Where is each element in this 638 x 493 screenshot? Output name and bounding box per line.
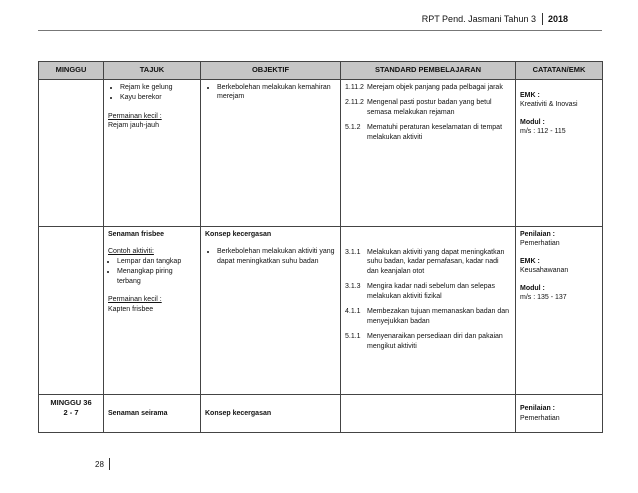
standard-cell bbox=[341, 80, 516, 227]
emk-label: EMK : bbox=[520, 257, 540, 265]
list-item: • Rejam ke gelung bbox=[120, 83, 196, 92]
minggu-cell bbox=[39, 227, 104, 395]
tajuk-cell bbox=[104, 80, 201, 227]
catatan-cell bbox=[516, 395, 603, 433]
standard-number: 3.1.3 bbox=[345, 283, 361, 291]
standard-number: 1.11.2 bbox=[345, 84, 364, 91]
tajuk-title: Senaman frisbee bbox=[108, 231, 165, 238]
page-footer bbox=[95, 458, 110, 470]
modul-value: m/s : 112 - 115 bbox=[520, 128, 566, 136]
tajuk-cell bbox=[104, 227, 201, 395]
list-item: • Berkebolehan melakukan kemahiran merejam bbox=[217, 83, 336, 102]
tajuk-cell bbox=[104, 395, 201, 433]
page-number: 28 bbox=[95, 459, 104, 469]
modul-label: Modul : bbox=[520, 118, 545, 126]
column-header-catatan: CATATAN/EMK bbox=[516, 62, 603, 80]
standard-cell bbox=[341, 395, 516, 433]
standard-text: Membezakan tujuan memanaskan badan dan menyejukkan badan bbox=[367, 308, 510, 325]
week-dates: 2 - 7 bbox=[63, 408, 79, 418]
standard-text: Menyenaraikan persediaan diri dan pakaian mengikut aktiviti bbox=[367, 333, 503, 350]
game-text: Rejam jauh-jauh bbox=[108, 122, 159, 130]
standard-text: Mengira kadar nadi sebelum dan selepas melakukan aktiviti fizikal bbox=[367, 283, 496, 300]
objektif-cell bbox=[201, 395, 341, 433]
standard-number: 5.1.1 bbox=[345, 333, 361, 341]
column-header-tajuk: TAJUK bbox=[104, 62, 201, 80]
tajuk-list bbox=[108, 83, 196, 103]
week-label: MINGGU 36 bbox=[50, 398, 92, 407]
objektif-list bbox=[205, 247, 336, 266]
objektif-title: Konsep kecergasan bbox=[205, 409, 272, 417]
objektif-cell bbox=[201, 80, 341, 227]
standard-text: Mengenal pasti postur badan yang betul semasa melakukan rejaman bbox=[367, 99, 492, 116]
penilaian-value: Pemerhatian bbox=[520, 414, 560, 422]
objektif-cell bbox=[201, 227, 341, 395]
standard-number: 5.1.2 bbox=[345, 124, 361, 132]
penilaian-value: Pemerhatian bbox=[520, 240, 560, 248]
list-item: • Menangkap piring terbang bbox=[117, 267, 196, 286]
table-row bbox=[39, 227, 603, 395]
game-text: Kapten frisbee bbox=[108, 305, 154, 313]
standard-number: 3.1.1 bbox=[345, 249, 361, 256]
document-year: 2018 bbox=[547, 14, 568, 24]
standard-text: Mematuhi peraturan keselamatan di tempat melakukan aktiviti bbox=[367, 124, 503, 141]
standard-item bbox=[345, 123, 511, 142]
standard-number: 2.11.2 bbox=[345, 99, 364, 107]
list-item: • Lempar dan tangkap bbox=[117, 257, 196, 266]
standard-number: 4.1.1 bbox=[345, 308, 361, 316]
modul-value: m/s : 135 - 137 bbox=[520, 294, 567, 302]
modul-label: Modul : bbox=[520, 284, 545, 292]
objektif-list bbox=[205, 83, 336, 102]
document-title: RPT Pend. Jasmani Tahun 3 bbox=[421, 14, 536, 24]
standard-item bbox=[345, 282, 511, 301]
lesson-plan-table bbox=[38, 61, 603, 433]
column-header-standard: STANDARD PEMBELAJARAN bbox=[341, 62, 516, 80]
emk-value: Kreativiti & Inovasi bbox=[520, 101, 578, 109]
standard-item bbox=[345, 307, 511, 326]
catatan-cell bbox=[516, 227, 603, 395]
catatan-cell bbox=[516, 80, 603, 227]
table-header-row bbox=[39, 62, 603, 80]
list-item: • Kayu berekor bbox=[120, 93, 196, 102]
penilaian-label: Penilaian : bbox=[520, 231, 556, 238]
standard-text: Merejam objek panjang pada pelbagai jarak bbox=[367, 84, 503, 91]
standard-cell bbox=[341, 227, 516, 395]
standard-text: Melakukan aktiviti yang dapat meningkatkan suhu badan, kadar pernafasan, kadar nadi dan keanjalan otot bbox=[367, 249, 505, 275]
header-divider bbox=[542, 13, 543, 25]
list-item: • Berkebolehan melakukan aktiviti yang dapat meningkatkan suhu badan bbox=[217, 247, 336, 266]
column-header-objektif: OBJEKTIF bbox=[201, 62, 341, 80]
minggu-cell bbox=[39, 395, 104, 433]
game-label: Permainan kecil : bbox=[108, 112, 162, 120]
table-row bbox=[39, 80, 603, 227]
page-header bbox=[422, 13, 568, 25]
column-header-minggu: MINGGU bbox=[39, 62, 104, 80]
standard-item bbox=[345, 83, 511, 92]
footer-divider bbox=[109, 458, 110, 470]
standard-item bbox=[345, 98, 511, 117]
game-label: Permainan kecil : bbox=[108, 296, 162, 304]
table-row bbox=[39, 395, 603, 433]
emk-label: EMK : bbox=[520, 92, 540, 99]
standard-item bbox=[345, 332, 511, 351]
standard-item bbox=[345, 248, 511, 276]
penilaian-label: Penilaian : bbox=[520, 405, 556, 413]
tajuk-title: Senaman seirama bbox=[108, 409, 168, 417]
example-label: Contoh aktiviti: bbox=[108, 248, 154, 256]
header-rule bbox=[38, 30, 602, 31]
emk-value: Keusahawanan bbox=[520, 267, 569, 275]
objektif-title: Konsep kecergasan bbox=[205, 231, 272, 238]
tajuk-list bbox=[108, 257, 196, 286]
minggu-cell bbox=[39, 80, 104, 227]
